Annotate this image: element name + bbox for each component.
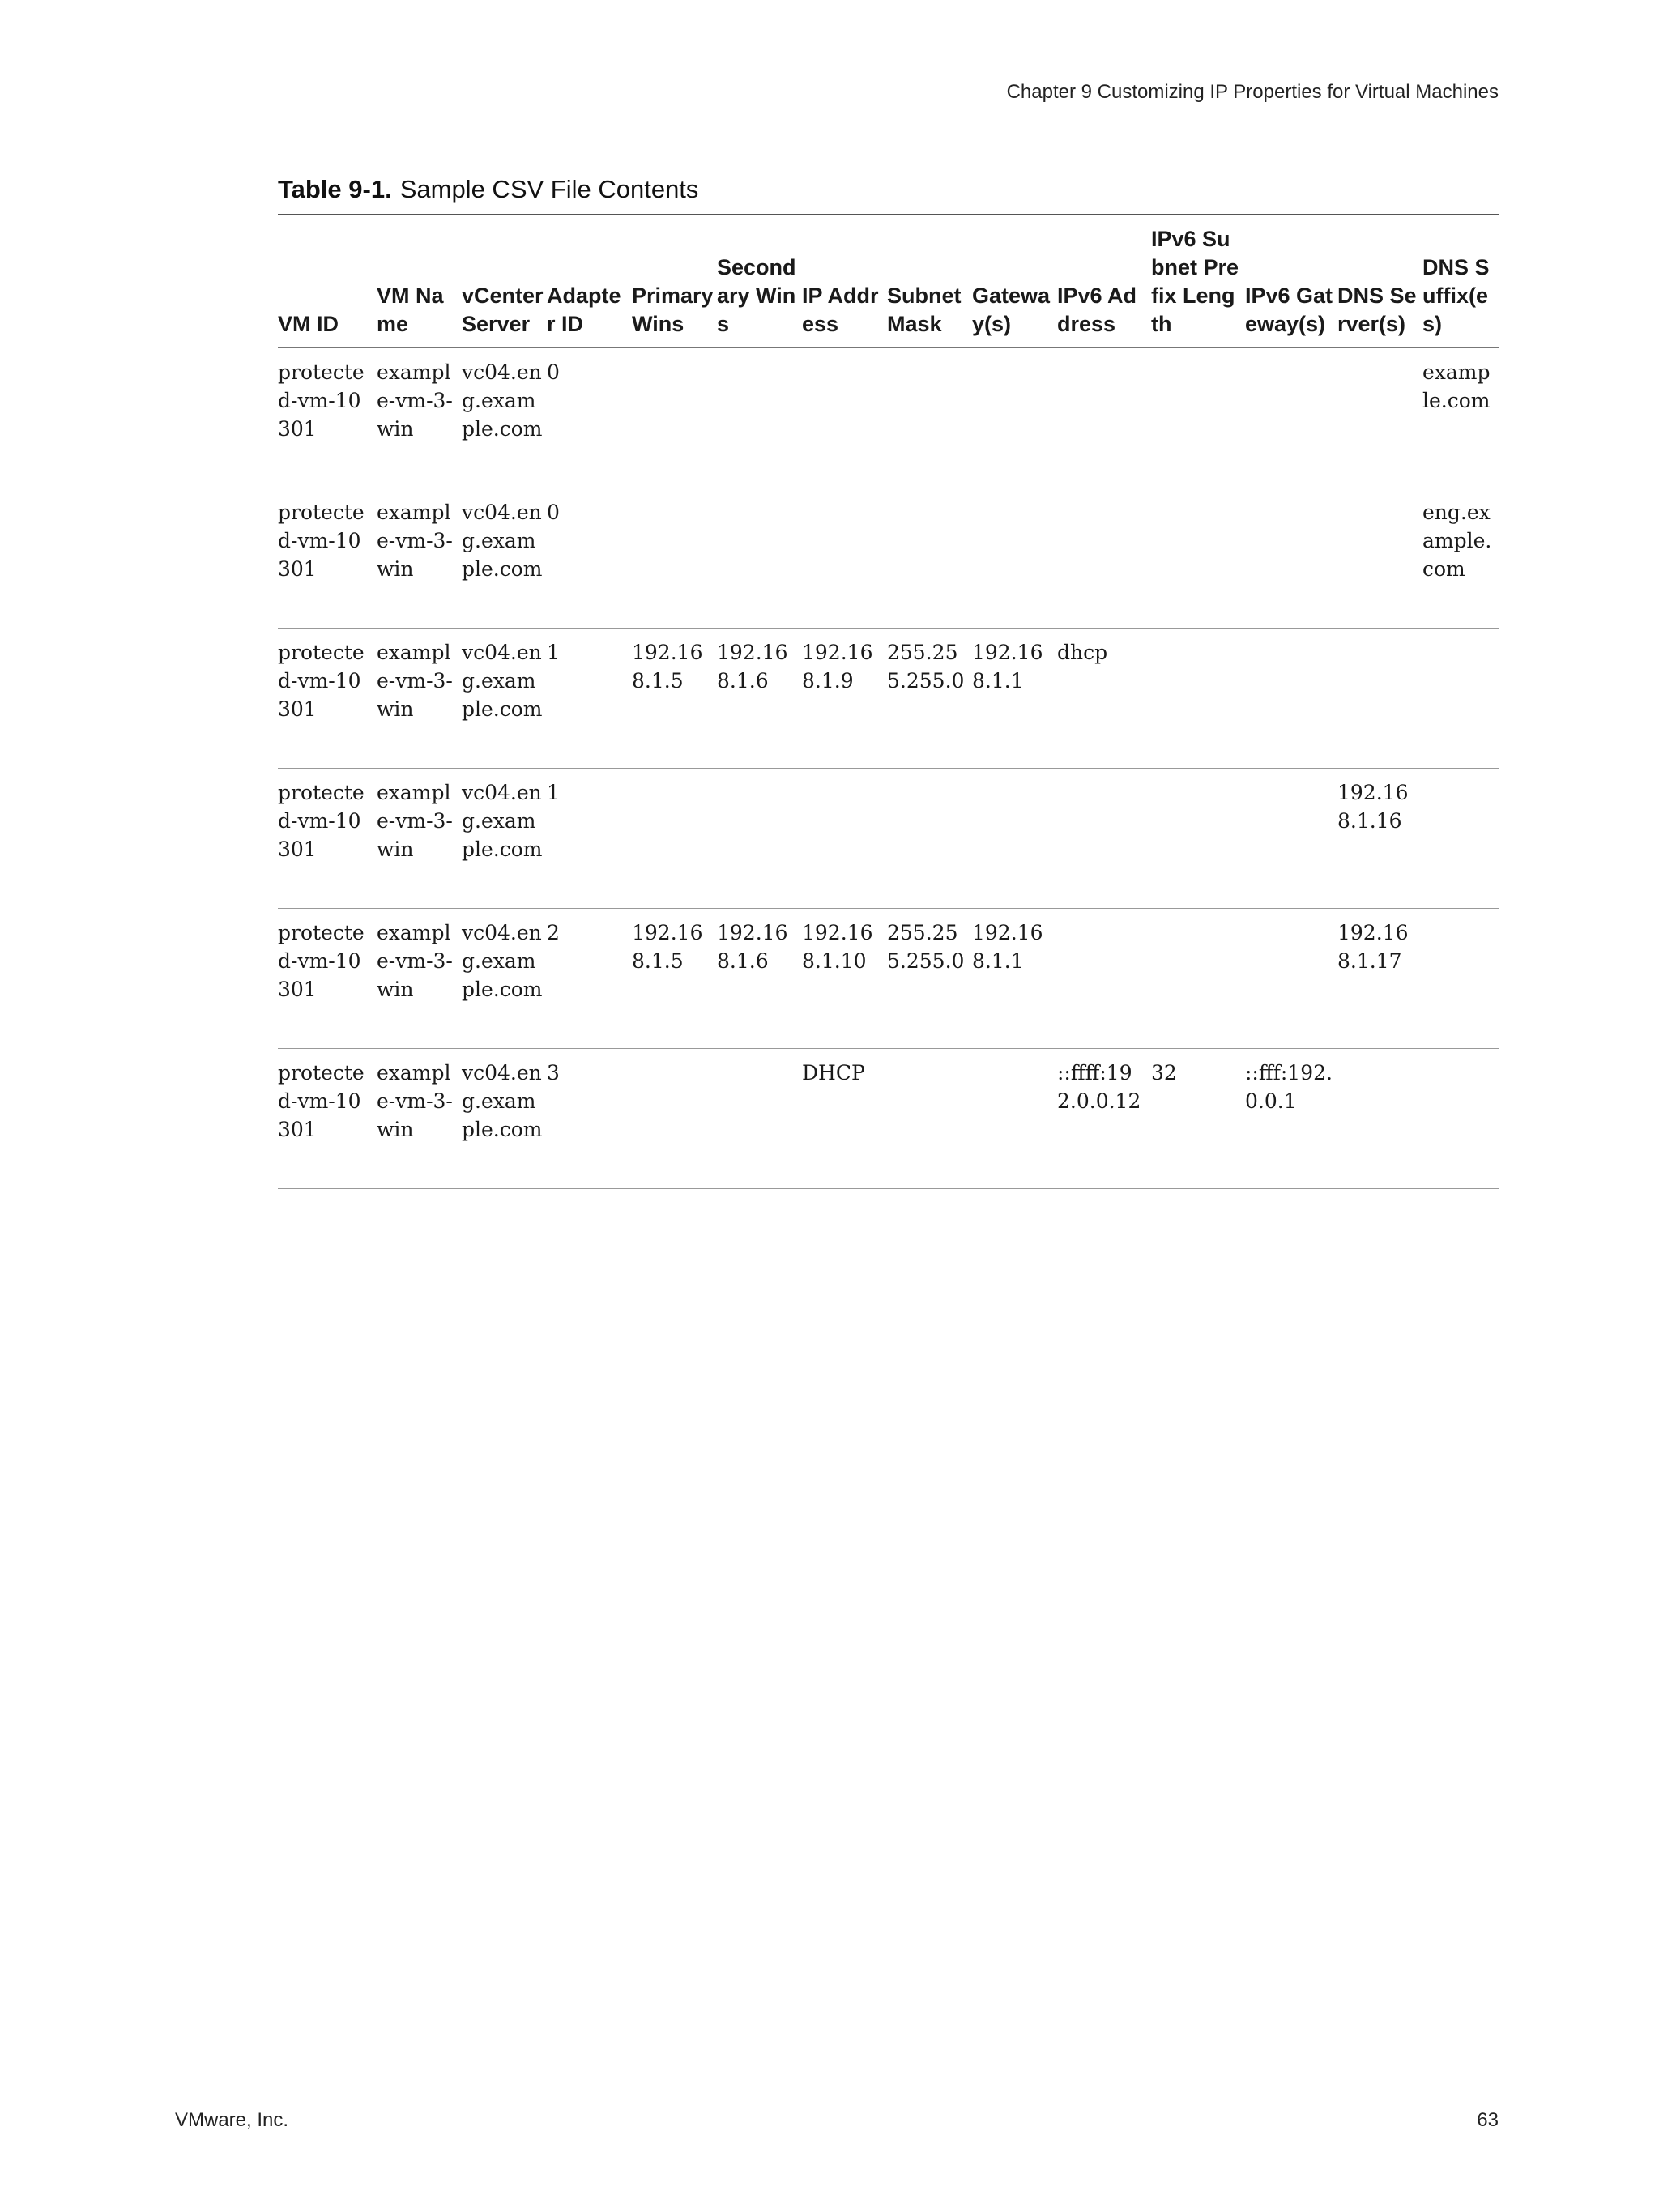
cell-vcenter-server: vc04.eng.example.com <box>462 1049 547 1189</box>
column-header-adapter-id: Adapter ID <box>547 215 632 347</box>
cell-adapter-id: 3 <box>547 1049 632 1189</box>
cell-dns-servers: 192.168.1.17 <box>1337 909 1422 1049</box>
cell-primary-wins <box>632 488 717 629</box>
cell-vcenter-server: vc04.eng.example.com <box>462 629 547 769</box>
column-header-vm-name: VM Name <box>377 215 462 347</box>
table-row <box>278 629 1499 769</box>
cell-vcenter-server: vc04.eng.example.com <box>462 347 547 488</box>
table-caption-text: Sample CSV File Contents <box>399 175 699 203</box>
cell-ipv6-gateways <box>1245 347 1337 488</box>
cell-vcenter-server: vc04.eng.example.com <box>462 488 547 629</box>
cell-dns-suffixes: eng.example.com <box>1422 488 1499 629</box>
cell-primary-wins: 192.168.1.5 <box>632 629 717 769</box>
cell-subnet-mask: 255.255.255.0 <box>887 629 972 769</box>
cell-vm-id: protected-vm-10301 <box>278 909 377 1049</box>
cell-adapter-id: 1 <box>547 629 632 769</box>
column-header-gateways: Gateway(s) <box>972 215 1057 347</box>
cell-adapter-id: 0 <box>547 488 632 629</box>
cell-vm-id: protected-vm-10301 <box>278 769 377 909</box>
cell-ipv6-prefix-length <box>1151 769 1245 909</box>
cell-ipv6-address <box>1057 909 1151 1049</box>
cell-vcenter-server: vc04.eng.example.com <box>462 769 547 909</box>
cell-primary-wins <box>632 347 717 488</box>
cell-ipv6-address: ::ffff:192.0.0.12 <box>1057 1049 1151 1189</box>
cell-primary-wins <box>632 1049 717 1189</box>
cell-adapter-id: 2 <box>547 909 632 1049</box>
cell-ip-address: 192.168.1.9 <box>802 629 887 769</box>
table-caption <box>278 175 698 204</box>
column-header-dns-suffixes: DNS Suffix(es) <box>1422 215 1499 347</box>
cell-vm-name: example-vm-3-win <box>377 1049 462 1189</box>
cell-ip-address <box>802 347 887 488</box>
cell-vm-id: protected-vm-10301 <box>278 347 377 488</box>
cell-subnet-mask <box>887 488 972 629</box>
cell-subnet-mask <box>887 347 972 488</box>
cell-subnet-mask <box>887 1049 972 1189</box>
cell-gateways <box>972 347 1057 488</box>
cell-gateways: 192.168.1.1 <box>972 629 1057 769</box>
cell-vm-name: example-vm-3-win <box>377 909 462 1049</box>
cell-dns-suffixes: example.com <box>1422 347 1499 488</box>
cell-primary-wins: 192.168.1.5 <box>632 909 717 1049</box>
cell-ipv6-prefix-length <box>1151 347 1245 488</box>
cell-ipv6-gateways <box>1245 769 1337 909</box>
column-header-primary-wins: Primary Wins <box>632 215 717 347</box>
cell-dns-suffixes <box>1422 909 1499 1049</box>
cell-vm-name: example-vm-3-win <box>377 488 462 629</box>
cell-vm-name: example-vm-3-win <box>377 347 462 488</box>
cell-dns-suffixes <box>1422 1049 1499 1189</box>
cell-ipv6-prefix-length <box>1151 629 1245 769</box>
column-header-ipv6-subnet-prefix-length: IPv6 Subnet Prefix Length <box>1151 215 1245 347</box>
column-header-vm-id: VM ID <box>278 215 377 347</box>
column-header-dns-servers: DNS Server(s) <box>1337 215 1422 347</box>
cell-dns-servers <box>1337 629 1422 769</box>
cell-secondary-wins <box>717 488 802 629</box>
column-header-ipv6-address: IPv6 Address <box>1057 215 1151 347</box>
cell-dns-servers <box>1337 1049 1422 1189</box>
table-header-row <box>278 215 1499 347</box>
cell-gateways <box>972 488 1057 629</box>
cell-gateways: 192.168.1.1 <box>972 909 1057 1049</box>
cell-ipv6-gateways <box>1245 909 1337 1049</box>
cell-ip-address <box>802 769 887 909</box>
cell-subnet-mask: 255.255.255.0 <box>887 909 972 1049</box>
cell-ipv6-gateways: ::fff:192.0.0.1 <box>1245 1049 1337 1189</box>
cell-ipv6-prefix-length <box>1151 909 1245 1049</box>
column-header-ipv6-gateways: IPv6 Gateway(s) <box>1245 215 1337 347</box>
cell-vm-id: protected-vm-10301 <box>278 488 377 629</box>
cell-ipv6-address <box>1057 347 1151 488</box>
cell-subnet-mask <box>887 769 972 909</box>
cell-dns-servers <box>1337 347 1422 488</box>
cell-dns-servers <box>1337 488 1422 629</box>
table-row <box>278 769 1499 909</box>
cell-dns-servers: 192.168.1.16 <box>1337 769 1422 909</box>
cell-ipv6-address <box>1057 769 1151 909</box>
cell-secondary-wins: 192.168.1.6 <box>717 909 802 1049</box>
cell-ip-address: 192.168.1.10 <box>802 909 887 1049</box>
column-header-vcenter-server: vCenter Server <box>462 215 547 347</box>
cell-vcenter-server: vc04.eng.example.com <box>462 909 547 1049</box>
table-caption-label: Table 9-1. <box>278 175 392 203</box>
cell-ipv6-gateways <box>1245 488 1337 629</box>
cell-secondary-wins <box>717 347 802 488</box>
cell-ipv6-prefix-length: 32 <box>1151 1049 1245 1189</box>
footer-company-name: VMware, Inc. <box>175 2109 289 2131</box>
sample-csv-table <box>278 214 1499 1189</box>
cell-adapter-id: 0 <box>547 347 632 488</box>
cell-ipv6-prefix-length <box>1151 488 1245 629</box>
cell-dns-suffixes <box>1422 629 1499 769</box>
table-row <box>278 488 1499 629</box>
table-row <box>278 347 1499 488</box>
cell-ipv6-gateways <box>1245 629 1337 769</box>
cell-vm-name: example-vm-3-win <box>377 769 462 909</box>
chapter-running-header: Chapter 9 Customizing IP Properties for Virtual Machines <box>1006 81 1499 103</box>
footer-page-number: 63 <box>1477 2109 1499 2131</box>
cell-dns-suffixes <box>1422 769 1499 909</box>
column-header-subnet-mask: Subnet Mask <box>887 215 972 347</box>
cell-vm-id: protected-vm-10301 <box>278 629 377 769</box>
column-header-ip-address: IP Address <box>802 215 887 347</box>
cell-primary-wins <box>632 769 717 909</box>
cell-gateways <box>972 1049 1057 1189</box>
cell-ip-address: DHCP <box>802 1049 887 1189</box>
table-row <box>278 909 1499 1049</box>
cell-vm-id: protected-vm-10301 <box>278 1049 377 1189</box>
cell-ipv6-address: dhcp <box>1057 629 1151 769</box>
cell-ip-address <box>802 488 887 629</box>
cell-adapter-id: 1 <box>547 769 632 909</box>
table-row <box>278 1049 1499 1189</box>
column-header-secondary-wins: Secondary Wins <box>717 215 802 347</box>
cell-ipv6-address <box>1057 488 1151 629</box>
cell-secondary-wins: 192.168.1.6 <box>717 629 802 769</box>
cell-secondary-wins <box>717 769 802 909</box>
cell-vm-name: example-vm-3-win <box>377 629 462 769</box>
cell-secondary-wins <box>717 1049 802 1189</box>
cell-gateways <box>972 769 1057 909</box>
